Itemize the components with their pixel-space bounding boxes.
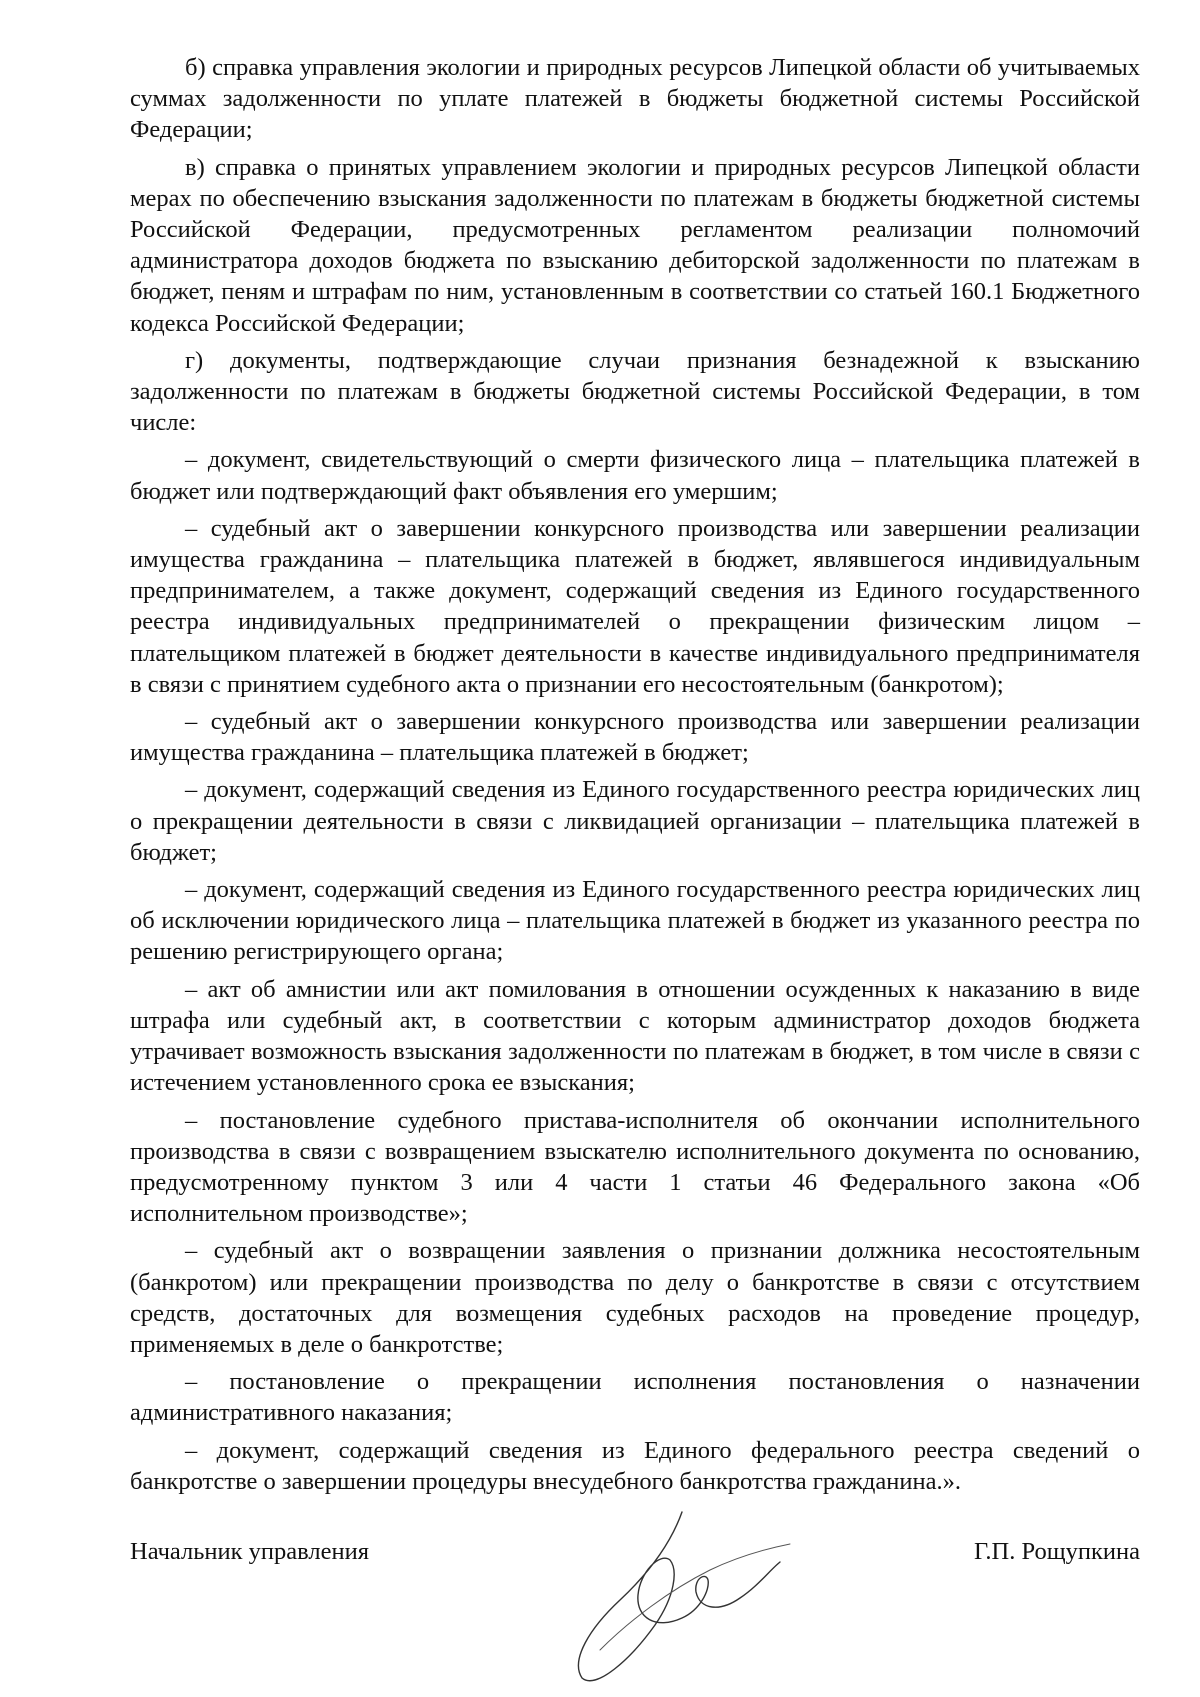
handwritten-signature [560, 1500, 860, 1690]
list-item: – постановление о прекращении исполнения постановления о назначении административного наказания; [130, 1368, 1140, 1427]
document-body [130, 52, 1140, 1503]
list-item: – документ, содержащий сведения из Единого государственного реестра юридических лиц об исключении юридического лица – плательщика платежей в бюджет из указанного реестра по решению регистрирующего органа; [130, 876, 1140, 966]
list-item: – документ, содержащий сведения из Единого федерального реестра сведений о банкротстве о завершении процедуры внесудебного банкротства гражданина.». [130, 1436, 1140, 1495]
list-item: – судебный акт о возвращении заявления о признании должника несостоятельным (банкротом) или прекращении производства по делу о банкротстве в связи с отсутствием средств, достаточных для возмещения судебных расходов на проведение процедур, применяемых в деле о банкротстве; [130, 1237, 1140, 1358]
list-item: – акт об амнистии или акт помилования в отношении осужденных к наказанию в виде штрафа или судебный акт, в соответствии с которым администратор доходов бюджета утрачивает возможность взыскания задолженности по платежам в бюджет, в том числе в связи с истечением установленного срока ее взыскания; [130, 975, 1140, 1097]
signatory-name: Г.П. Рощупкина [974, 1538, 1140, 1565]
paragraph-b: б) справка управления экологии и природных ресурсов Липецкой области об учитываемых суммах задолженности по уплате платежей в бюджеты бюджетной системы Российской Федерации; [130, 54, 1140, 144]
list-item: – документ, содержащий сведения из Единого государственного реестра юридических лиц о прекращении деятельности в связи с ликвидацией организации – плательщика платежей в бюджет; [130, 776, 1140, 866]
paragraph-g: г) документы, подтверждающие случаи признания безнадежной к взысканию задолженности по платежам в бюджеты бюджетной системы Российской Федерации, в том числе: [130, 346, 1140, 437]
signatory-position: Начальник управления [130, 1538, 369, 1565]
list-item: – документ, свидетельствующий о смерти физического лица – плательщика платежей в бюджет или подтверждающий факт объявления его умершим; [130, 446, 1140, 505]
list-item: – судебный акт о завершении конкурсного производства или завершении реализации имущества гражданина – плательщика платежей в бюджет; [130, 708, 1140, 767]
list-item: – судебный акт о завершении конкурсного производства или завершении реализации имущества гражданина – плательщика платежей в бюджет, являвшегося индивидуальным предпринимателем, а также документ, содержащий сведения из Единого государственного реестра индивидуальных предпринимателей о прекращении физическим лицом – плательщиком платежей в бюджет деятельности в качестве индивидуального предпринимателя в связи с принятием судебного акта о признании его несостоятельным (банкротом); [130, 514, 1140, 698]
paragraph-v: в) справка о принятых управлением экологии и природных ресурсов Липецкой области мерах по обеспечению взыскания задолженности по платежам в бюджеты бюджетной системы Российской Федерации, предусмотренных регламентом реализации полномочий администратора доходов бюджета по взысканию дебиторской задолженности по платежам в бюджет, пеням и штрафам по ним, установленным в соответствии со статьей 160.1 Бюджетного кодекса Российской Федерации; [130, 153, 1140, 337]
list-item: – постановление судебного пристава-исполнителя об окончании исполнительного производства в связи с возвращением взыскателю исполнительного документа по основанию, предусмотренному пунктом 3 или 4 части 1 статьи 46 Федерального закона «Об исполнительном производстве»; [130, 1106, 1140, 1228]
